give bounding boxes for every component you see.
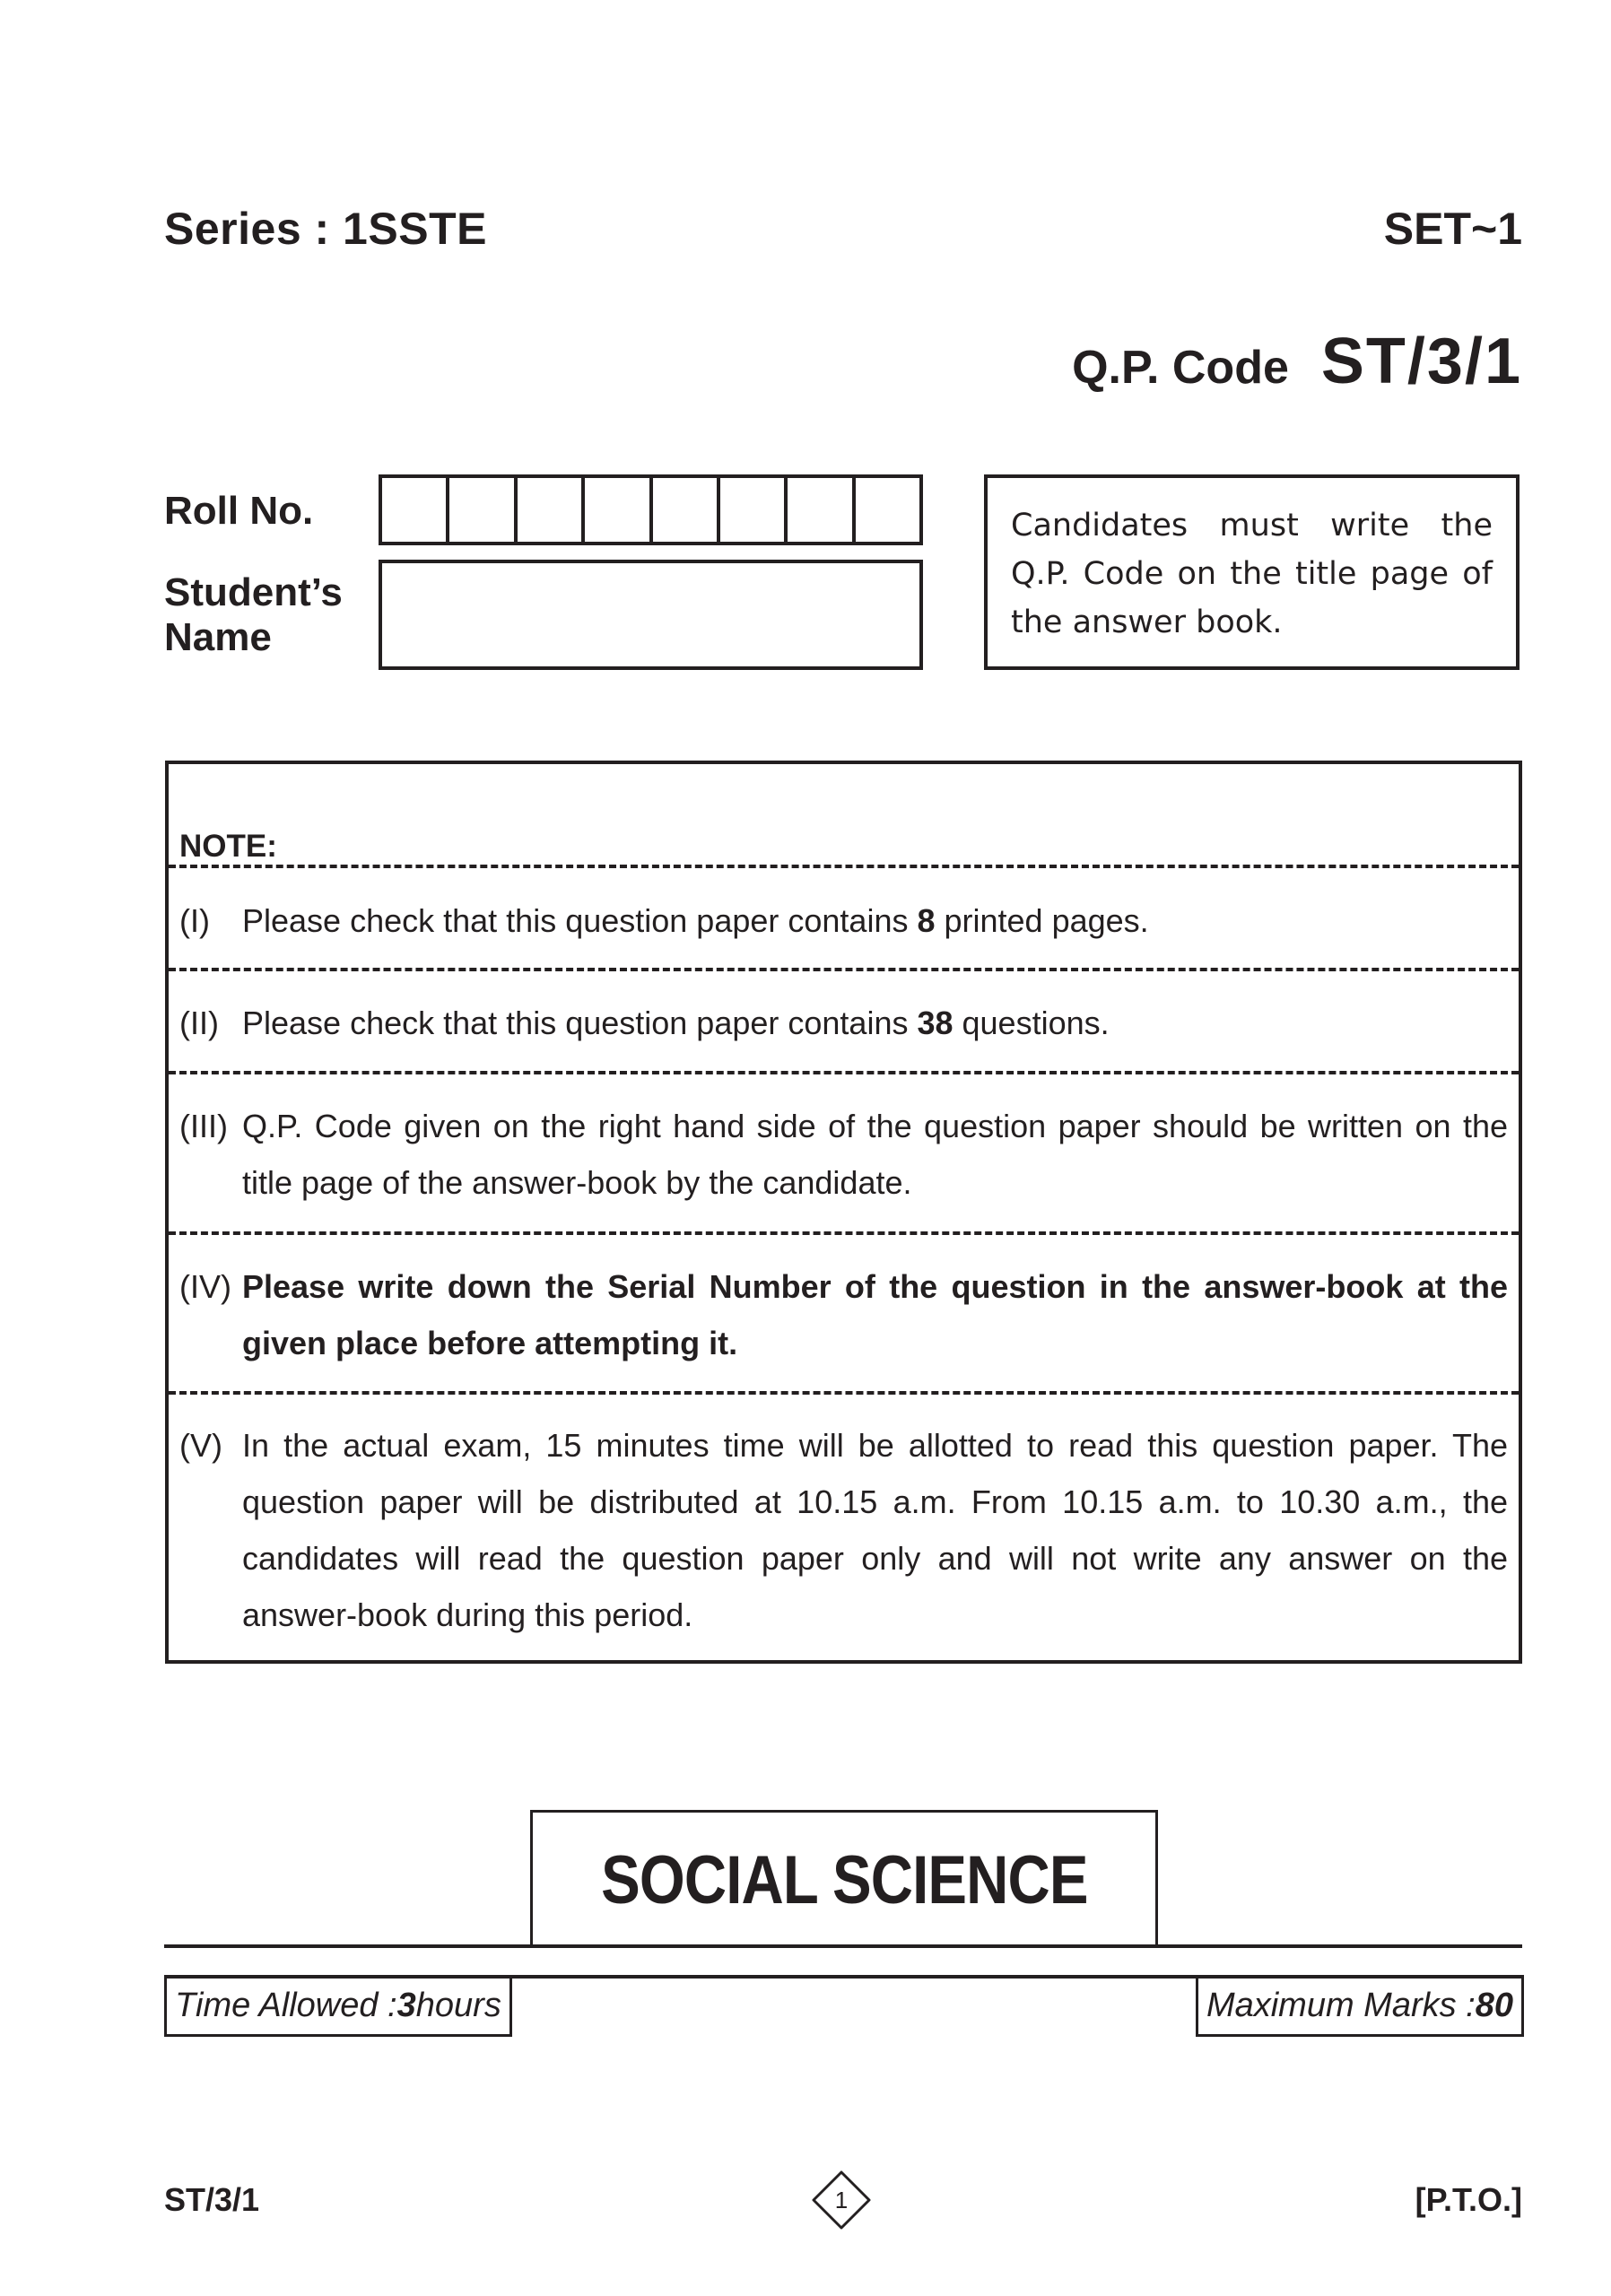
subject-box (530, 1810, 1158, 1948)
note-number: (IV) (179, 1268, 231, 1305)
roll-no-cell[interactable] (720, 478, 788, 542)
roll-no-cell[interactable] (788, 478, 855, 542)
qp-code-block (1072, 325, 1522, 398)
maximum-marks (1196, 1975, 1524, 2037)
note-text-bold: 8 (917, 902, 936, 939)
note-text-part: Please check that this question paper contains (242, 1004, 918, 1041)
note-text-part: questions. (953, 1004, 1110, 1041)
time-allowed-value: 3 (396, 1987, 416, 2024)
note-text: Please write down the Serial Number of the question in the answer-book at the given place before attempting it. (242, 1268, 1508, 1361)
qp-code-label: Q.P. Code (1072, 342, 1289, 394)
note-number: (III) (179, 1108, 228, 1144)
note-text-part: Please check that this question paper contains (242, 902, 918, 939)
page-number: 1 (834, 2186, 849, 2213)
footer-pto: [P.T.O.] (1415, 2181, 1522, 2218)
roll-no-field[interactable] (379, 474, 923, 545)
note-text (242, 892, 1508, 949)
series-label: Series : 1SSTE (164, 204, 487, 254)
divider (169, 968, 1519, 971)
maximum-marks-value: 80 (1475, 1987, 1514, 2024)
note-number: (II) (179, 1004, 219, 1041)
student-name-label (164, 570, 343, 660)
note-text-bold: 38 (917, 1004, 954, 1041)
time-allowed-unit: hours (415, 1987, 501, 2024)
note-title: NOTE: (179, 829, 277, 864)
time-allowed (164, 1975, 512, 2037)
roll-no-cell[interactable] (382, 478, 449, 542)
subject-title: SOCIAL SCIENCE (600, 1842, 1088, 1918)
note-number: (V) (179, 1427, 222, 1464)
note-item (179, 995, 1508, 1051)
note-text (242, 1098, 1508, 1211)
note-item (179, 892, 1508, 949)
divider (169, 865, 1519, 868)
note-number: (I) (179, 902, 210, 939)
note-text: In the actual exam, 15 minutes time will be allotted to read this question paper. The question paper will be distributed at 10.15 a.m. From 10.15 a.m. to 10.30 a.m., the candidates will read the question paper only and will not write any answer on the answer-book during this period. (242, 1427, 1508, 1633)
note-box (165, 761, 1522, 1664)
divider (169, 1231, 1519, 1235)
divider (169, 1391, 1519, 1395)
candidate-notice-box (984, 474, 1520, 670)
page-number-badge (812, 2170, 871, 2230)
note-item (179, 1098, 1508, 1211)
rule-line (164, 1944, 1522, 1948)
maximum-marks-label: Maximum Marks : (1206, 1987, 1476, 2024)
student-name-label-line1: Student’s (164, 570, 343, 614)
note-text-part: Q.P. Code given on the right hand side of the question paper should be written on the title page of the answer-book by the candidate. (242, 1108, 1508, 1201)
roll-no-cell[interactable] (653, 478, 720, 542)
time-allowed-label: Time Allowed : (175, 1987, 397, 2024)
note-item (179, 1417, 1508, 1643)
roll-no-cell[interactable] (449, 478, 517, 542)
candidate-notice-text: Candidates must write the Q.P. Code on the title page of the answer book. (1011, 508, 1493, 640)
qp-code-value: ST/3/1 (1320, 326, 1522, 397)
divider (169, 1071, 1519, 1074)
student-name-label-line2: Name (164, 615, 272, 659)
student-name-field[interactable] (379, 560, 923, 670)
roll-no-cell[interactable] (856, 478, 919, 542)
set-label: SET~1 (1383, 204, 1522, 254)
roll-no-label: Roll No. (164, 489, 314, 533)
note-text-part: printed pages. (935, 902, 1149, 939)
note-text (242, 995, 1508, 1051)
roll-no-cell[interactable] (518, 478, 585, 542)
note-item (179, 1258, 1508, 1371)
roll-no-cell[interactable] (585, 478, 652, 542)
footer-qp-code: ST/3/1 (164, 2181, 260, 2218)
